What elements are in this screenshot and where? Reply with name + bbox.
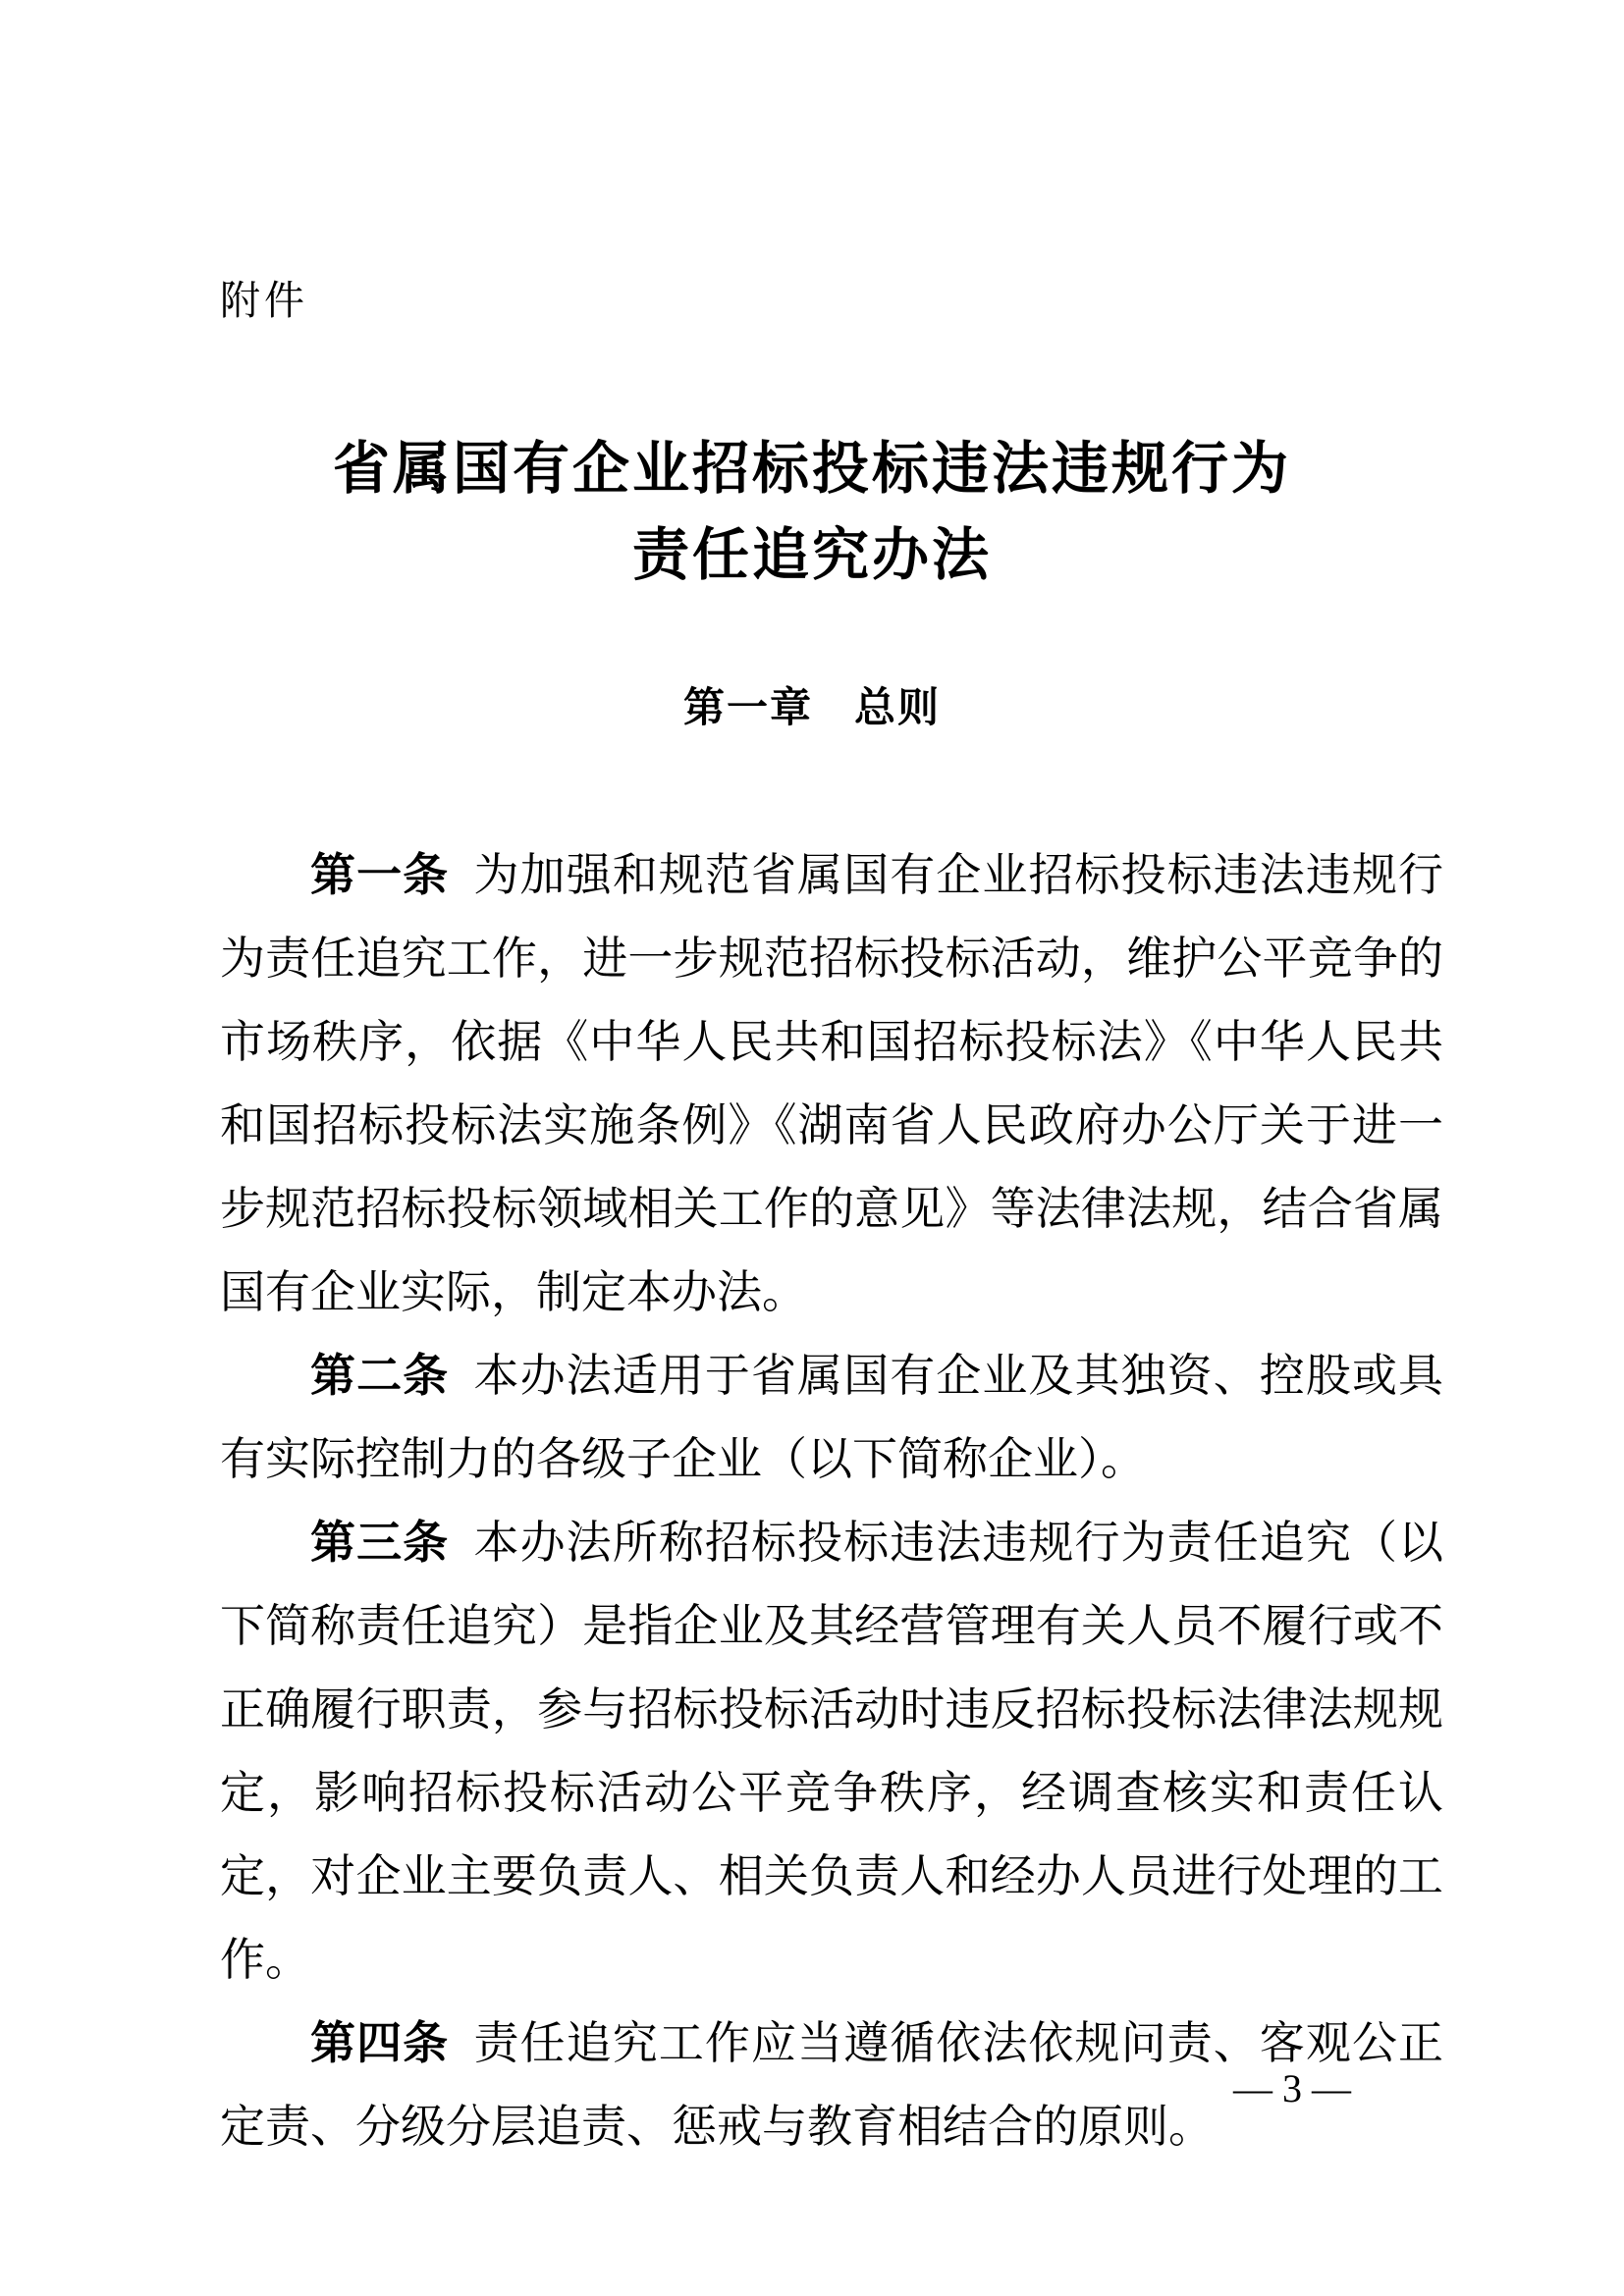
article-paragraph-1: [220, 833, 1443, 1334]
article-1-label: 第一条: [310, 849, 450, 900]
article-3-label: 第三条: [310, 1517, 450, 1568]
document-body: [220, 833, 1443, 2168]
article-4-label: 第四条: [310, 2017, 450, 2068]
chapter-name: 总则: [854, 684, 942, 730]
article-3-text: 本办法所称招标投标违法违规行为责任追究（以下简称责任追究）是指企业及其经营管理有关人员不履行或不正确履行职责，参与招标投标活动时违反招标投标法律法规规定，影响招标投标活动公平竞争秩序，经调查核实和责任认定，对企业主要负责人、相关负责人和经办人员进行处理的工作。: [220, 1518, 1444, 1985]
article-paragraph-2: [220, 1334, 1443, 1501]
document-title: [0, 426, 1624, 599]
article-4-text: 责任追究工作应当遵循依法依规问责、客观公正定责、分级分层追责、惩戒与教育相结合的原则。: [220, 2018, 1444, 2152]
document-title-line2: 责任追究办法: [631, 523, 992, 587]
chapter-heading: [0, 683, 1624, 732]
article-paragraph-3: [220, 1501, 1443, 2002]
document-title-line1: 省属国有企业招标投标违法违规行为: [332, 437, 1291, 501]
article-2-text: 本办法适用于省属国有企业及其独资、控股或具有实际控制力的各级子企业（以下简称企业）。: [220, 1351, 1444, 1484]
page-number: — 3 —: [1233, 2066, 1351, 2110]
article-2-label: 第二条: [310, 1350, 450, 1401]
article-1-text: 为加强和规范省属国有企业招标投标违法违规行为责任追究工作，进一步规范招标投标活动，维护公平竞争的市场秩序，依据《中华人民共和国招标投标法》《中华人民共和国招标投标法实施条例》《湖南省人民政府办公厅关于进一步规范招标投标领域相关工作的意见》等法律法规，结合省属国有企业实际，制定本办法。: [220, 850, 1444, 1317]
attachment-label: 附件: [220, 278, 308, 323]
chapter-number: 第一章: [682, 684, 813, 730]
